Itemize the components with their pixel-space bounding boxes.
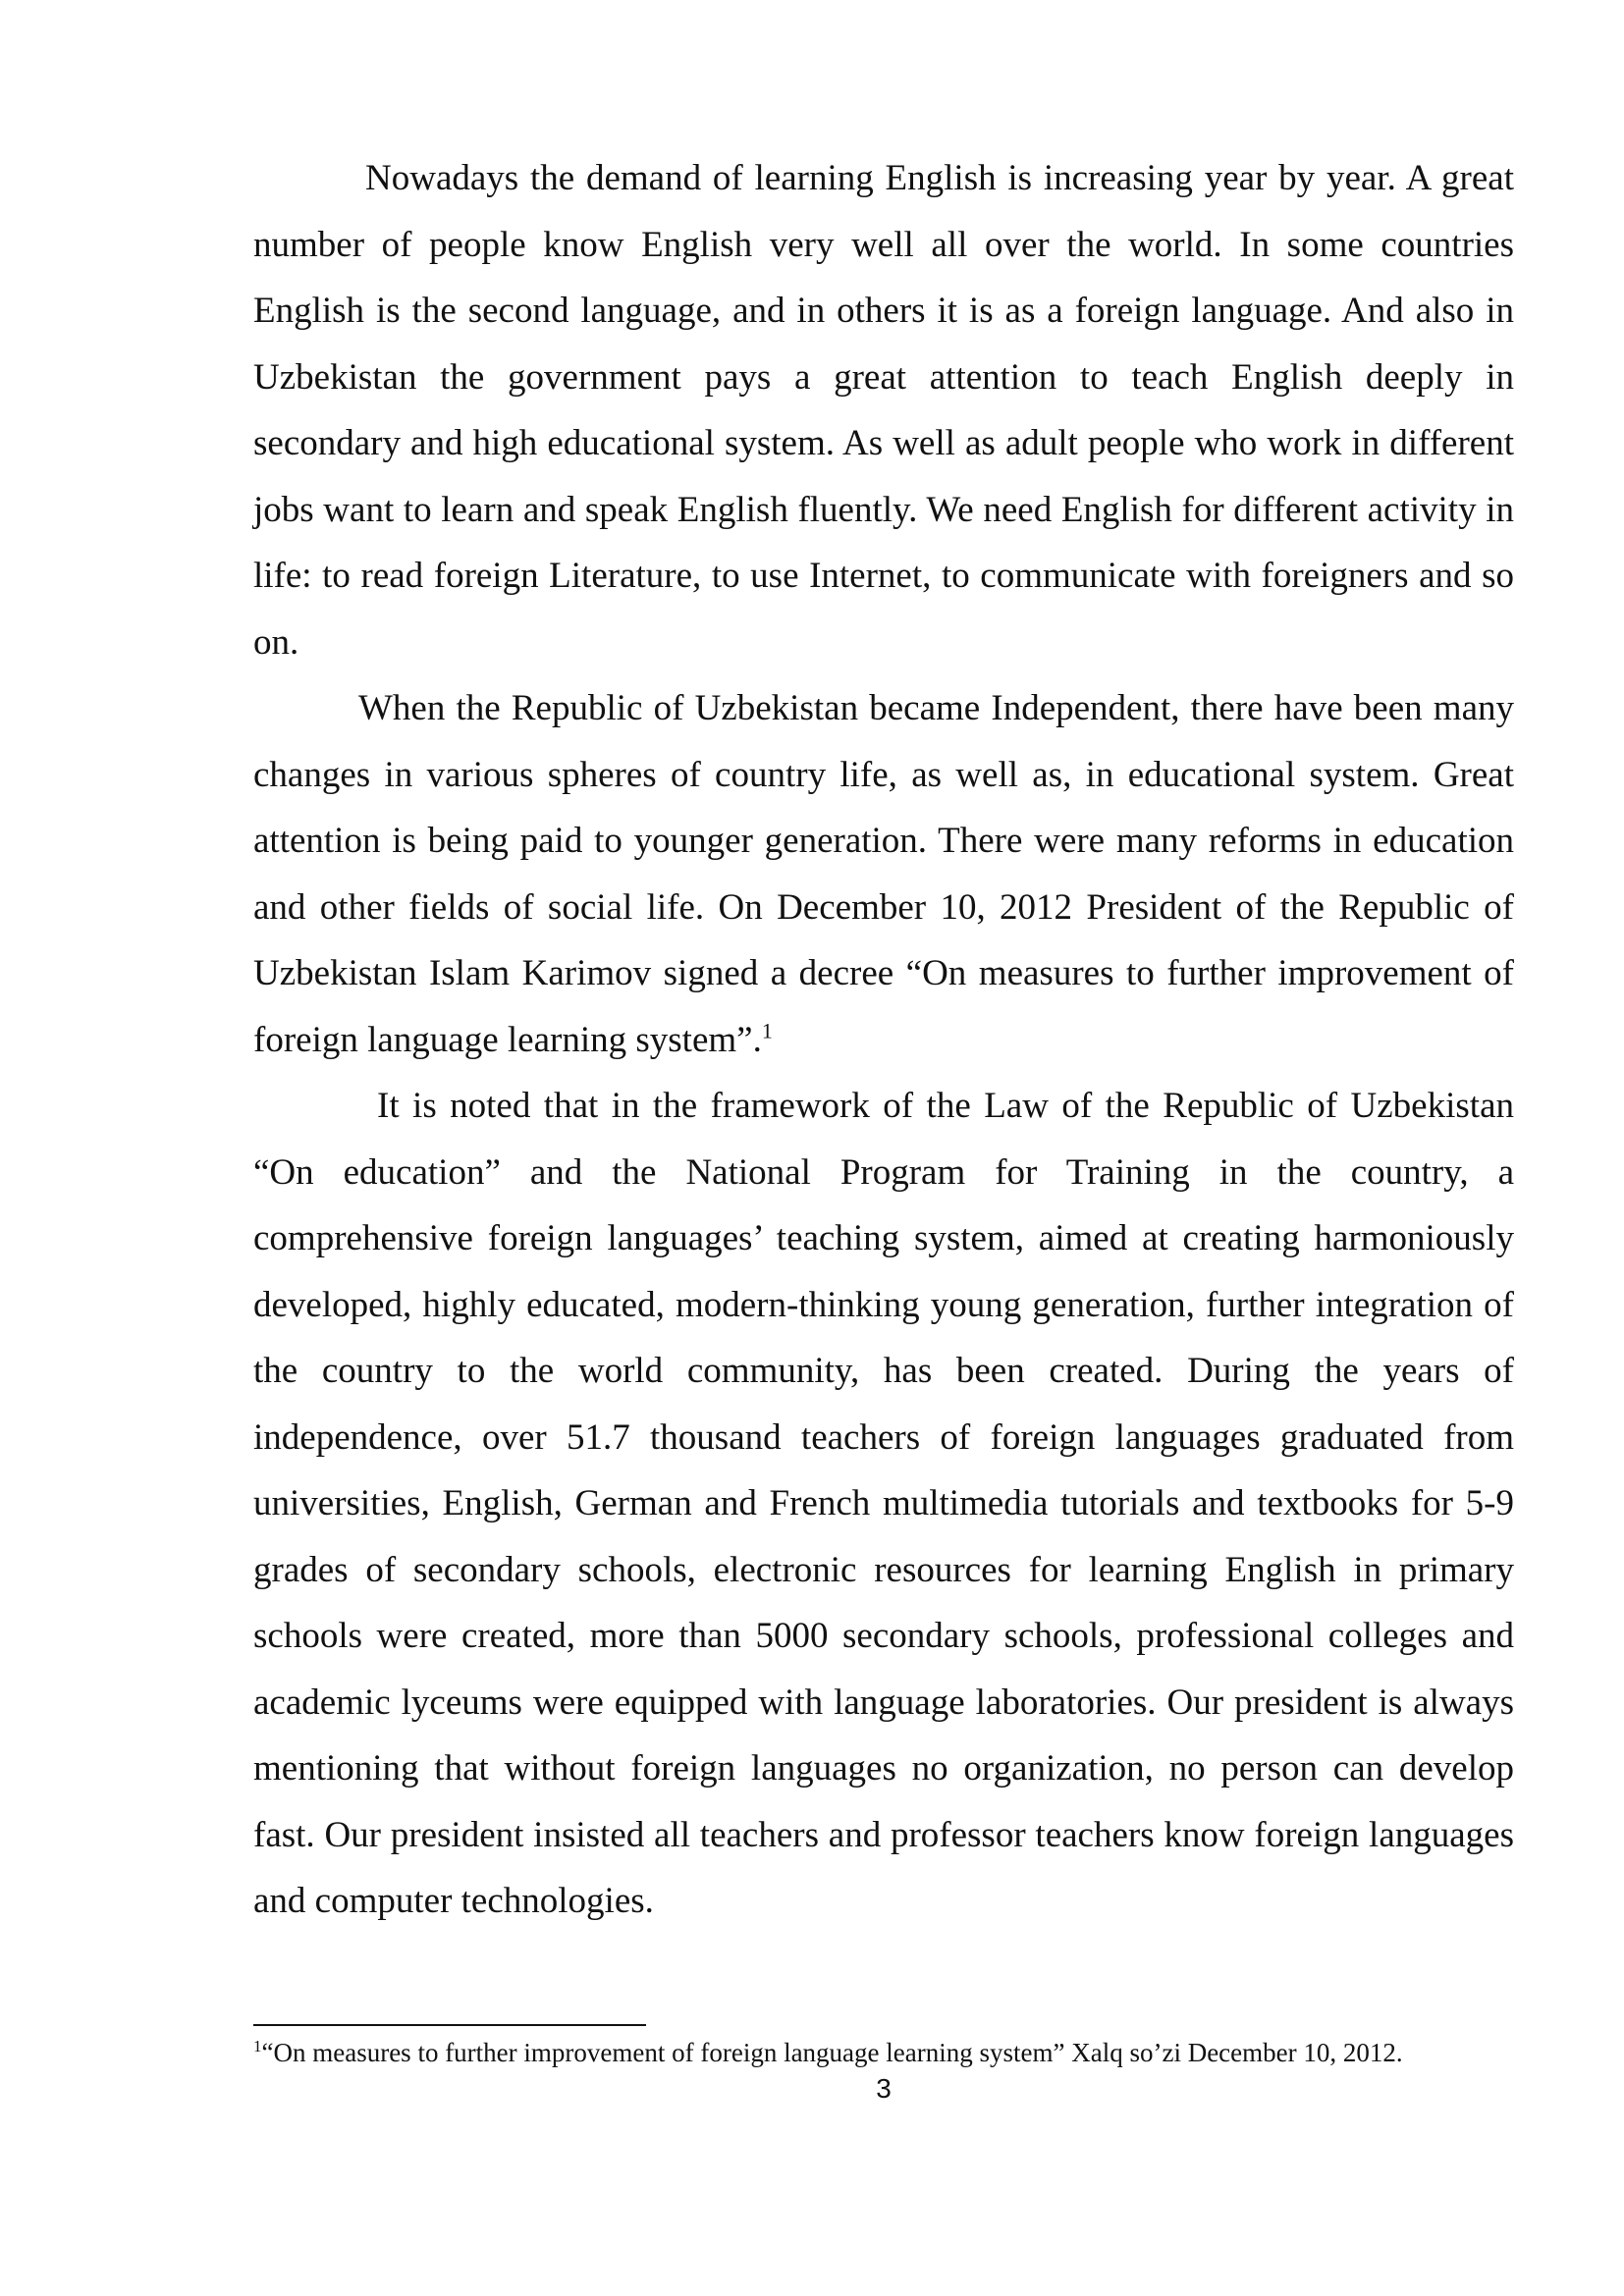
footnote bbox=[253, 2036, 1520, 2069]
page-number: 3 bbox=[876, 2073, 892, 2104]
paragraph-1-text: Nowadays the demand of learning English is increasing year by year. A great number of people know English very well all over the world. In some countries English is the second language, and in others it is as a foreign language. And also in Uzbekistan the government pays a great attention to teach English deeply in secondary and high educational system. As well as adult people who work in different jobs want to learn and speak English fluently. We need English for different activity in life: to read foreign Literature, to use Internet, to communicate with foreigners and so on. bbox=[253, 158, 1514, 663]
body-text bbox=[253, 145, 1514, 1935]
footnote-separator bbox=[253, 2024, 646, 2026]
paragraph-3 bbox=[253, 1073, 1514, 1935]
footnote-text: “On measures to further improvement of foreign language learning system” Xalq so’zi December 10, 2012. bbox=[261, 2038, 1403, 2067]
footnote-marker: 1 bbox=[253, 2037, 262, 2056]
paragraph-2 bbox=[253, 675, 1514, 1073]
footnote-reference[interactable]: 1 bbox=[761, 1018, 773, 1043]
paragraph-1 bbox=[253, 145, 1514, 675]
paragraph-2-text: When the Republic of Uzbekistan became Independent, there have been many changes in various spheres of country life, as well as, in educational system. Great attention is being paid to younger generation. There were many reforms in education and other fields of social life. On December 10, 2012 President of the Republic of Uzbekistan Islam Karimov signed a decree “On measures to further improvement of foreign language learning system”. bbox=[253, 688, 1514, 1060]
paragraph-3-text: It is noted that in the framework of the Law of the Republic of Uzbekistan “On education” and the National Program for Training in the country, a comprehensive foreign languages’ teaching system, aimed at creating harmoniously developed, highly educated, modern-thinking young generation, further integration of the country to the world community, has been created. During the years of independence, over 51.7 thousand teachers of foreign languages graduated from universities, English, German and French multimedia tutorials and textbooks for 5-9 grades of secondary schools, electronic resources for learning English in primary schools were created, more than 5000 secondary schools, professional colleges and academic lyceums were equipped with language laboratories. Our president is always mentioning that without foreign languages no organization, no person can develop fast. Our president insisted all teachers and professor teachers know foreign languages and computer technologies. bbox=[253, 1086, 1514, 1921]
